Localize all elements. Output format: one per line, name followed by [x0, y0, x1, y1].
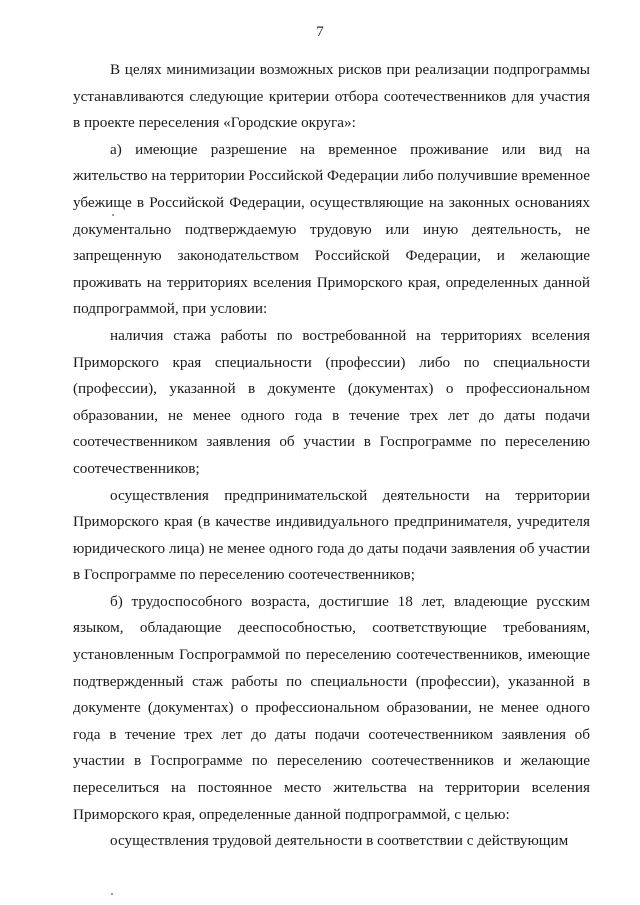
paragraph-criterion-b: б) трудоспособного возраста, достигшие 18 лет, владеющие русским языком, обладающие дееспособностью, соответствующие требованиям, установленным Госпрограммой по переселению соотечественников, имеющие подтвержденный стаж работы по специальности (профессии), указанной в документе (документах) о профессиональном образовании, не менее одного года в течение трех лет до даты подачи соотечественником заявления об участии в Госпрограмме по переселению соотечественников и желающие переселиться на постоянное место жительства на территории вселения Приморского края, определенные данной подпрограммой, с целью: [73, 592, 590, 823]
paragraph-intro: В целях минимизации возможных рисков при реализации подпрограммы устанавливаются следующие критерии отбора соотечественников для участия в проекте переселения «Городские округа»: [73, 61, 590, 132]
page-number: 7 [316, 24, 324, 40]
paragraph-criterion-a: а) имеющие разрешение на временное проживание или вид на жительство на территории Российской Федерации либо получившие временное убежище в Российской Федерации, осуществляющие на законных основаниях документально подтверждаемую трудовую или иную деятельность, не запрещенную законодательством Российской Федерации, и желающие проживать на территориях вселения Приморского края, определенных данной подпрограммой, при условии: [73, 140, 590, 318]
scan-speck [111, 893, 113, 895]
paragraph-purpose: осуществления трудовой деятельности в соответствии с действующим [110, 832, 569, 850]
paragraph-condition-work-experience: наличия стажа работы по востребованной на территориях вселения Приморского края специальности (профессии) либо по специальности (профессии), указанной в документе (документах) о профессиональном образовании, не менее одного года в течение трех лет до даты подачи соотечественником заявления об участии в Госпрограмме по переселению соотечественников; [73, 326, 590, 477]
document-body [73, 57, 590, 855]
scan-speck [112, 214, 114, 216]
paragraph-condition-entrepreneurship: осуществления предпринимательской деятельности на территории Приморского края (в качестве индивидуального предпринимателя, учредителя юридического лица) не менее одного года до даты подачи заявления об участии в Госпрограмме по переселению соотечественников; [73, 486, 590, 584]
